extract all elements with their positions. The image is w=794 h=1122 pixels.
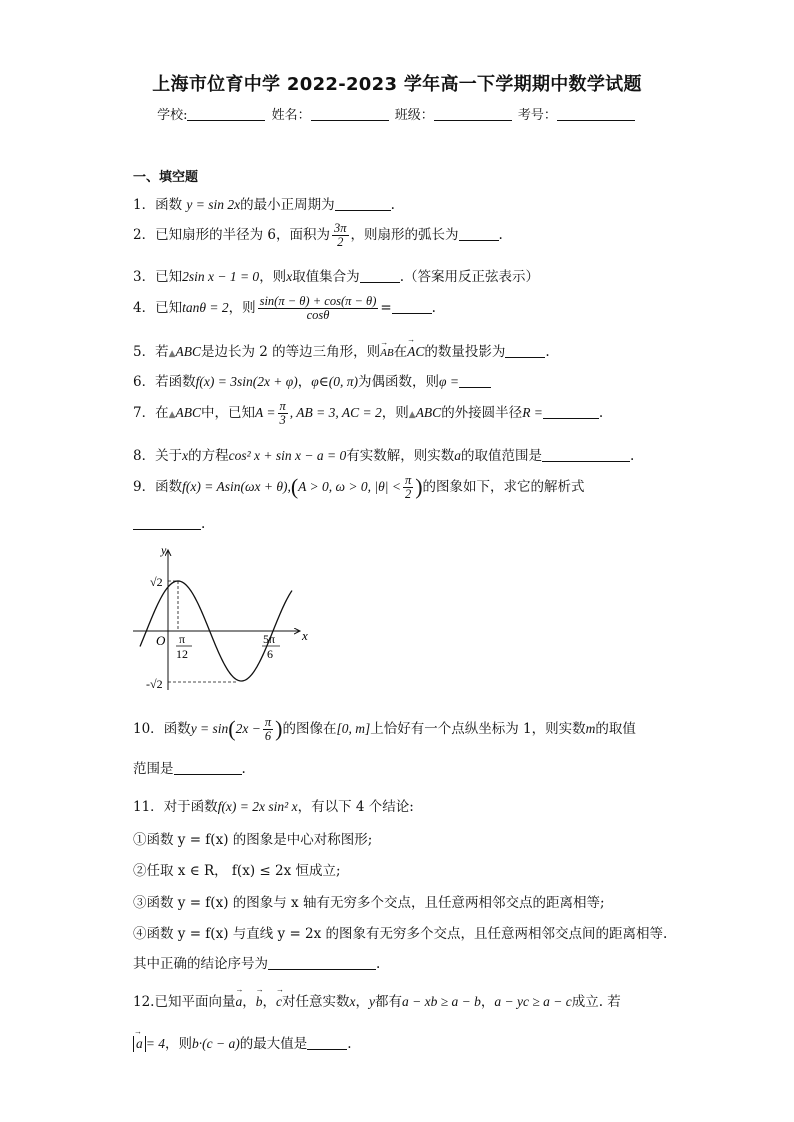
question-6 bbox=[133, 370, 491, 390]
question-text: 对任意实数 bbox=[281, 994, 350, 1010]
question-text: 在 bbox=[155, 405, 169, 421]
fraction bbox=[263, 716, 273, 743]
question-text: 的取值 bbox=[595, 721, 636, 737]
question-text: 的方程 bbox=[188, 448, 229, 464]
school-label: 学校: bbox=[157, 108, 188, 123]
statement-2: ②任取 x ∈ R， f(x) ≤ 2x 恒成立; bbox=[133, 863, 341, 879]
class-blank[interactable] bbox=[434, 108, 512, 121]
question-text: 的外接圆半径 bbox=[441, 405, 523, 421]
class-label: 班级： bbox=[394, 108, 434, 123]
question-text: . bbox=[498, 227, 503, 243]
name-label: 姓名： bbox=[271, 108, 311, 123]
formula: f(x) = 2x sin² x bbox=[217, 799, 298, 814]
triangle-icon: ▲ bbox=[168, 349, 176, 359]
question-text: ，则 bbox=[259, 269, 287, 285]
question-number: 7． bbox=[133, 405, 156, 421]
x-axis-label: x bbox=[302, 628, 308, 643]
question-text: 已知扇形的半径为 6，面积为 bbox=[155, 227, 330, 243]
question-text: ，则 bbox=[381, 405, 409, 421]
sine-graph bbox=[128, 542, 318, 698]
question-text: 若 bbox=[155, 344, 169, 360]
answer-blank[interactable] bbox=[459, 375, 491, 388]
school-blank[interactable] bbox=[187, 108, 265, 121]
question-text: . bbox=[598, 405, 604, 421]
question-7 bbox=[133, 400, 603, 427]
question-text: . bbox=[241, 761, 246, 777]
formula: , AB = 3, AC = 2 bbox=[289, 405, 382, 420]
question-text: ，有以下 4 个结论: bbox=[297, 799, 414, 815]
formula: cos² x + sin x − a = 0 bbox=[228, 448, 347, 463]
question-2 bbox=[133, 222, 503, 249]
formula: f(x) = 3sin(2x + φ) bbox=[195, 374, 298, 389]
question-number: 2． bbox=[133, 227, 156, 243]
numerator: sin(π − θ) + cos(π − θ) bbox=[259, 294, 377, 308]
question-11-answer-line bbox=[133, 952, 380, 972]
question-8 bbox=[133, 444, 634, 464]
question-4 bbox=[133, 295, 436, 322]
formula: R = bbox=[522, 405, 543, 420]
question-9-answer-line bbox=[133, 516, 205, 532]
question-text: 取值集合为 bbox=[292, 269, 360, 285]
question-text: ，则 bbox=[228, 300, 256, 316]
formula: y = sin bbox=[190, 721, 229, 736]
vector-ab: → AB bbox=[380, 347, 393, 359]
answer-blank[interactable] bbox=[307, 1037, 347, 1050]
question-text: 成立. 若 bbox=[571, 994, 621, 1010]
formula: φ∈(0, π) bbox=[311, 374, 358, 389]
question-text: 已知 bbox=[155, 300, 183, 316]
question-text: 对于函数 bbox=[163, 799, 218, 815]
question-text: 的图像在 bbox=[282, 721, 337, 737]
answer-blank[interactable] bbox=[268, 957, 376, 970]
question-9 bbox=[133, 474, 585, 501]
formula: 2sin x − 1 = 0 bbox=[182, 269, 260, 284]
statement-1: ①函数 y = f(x) 的图象是中心对称图形; bbox=[133, 832, 373, 848]
question-number: 9． bbox=[133, 479, 156, 495]
question-12: 12.已知平面向量→ a，→ b，→ c对任意实数x，y都有a − xb ≥ a − b，a − yc ≥ a − c成立. 若 bbox=[133, 990, 621, 1010]
right-paren: ) bbox=[415, 474, 423, 499]
name-blank[interactable] bbox=[311, 108, 389, 121]
variable: m bbox=[585, 721, 596, 736]
question-text: . bbox=[545, 344, 550, 360]
fraction bbox=[403, 474, 413, 501]
question-text: 函数 bbox=[163, 721, 191, 737]
question-5 bbox=[133, 340, 550, 360]
fraction bbox=[258, 295, 379, 322]
question-text: 都有 bbox=[374, 994, 402, 1010]
question-number: 10． bbox=[133, 721, 164, 737]
denominator: 3 bbox=[279, 413, 286, 427]
formula: f(x) = Asin(ωx + θ), bbox=[182, 479, 291, 494]
question-text: .（答案用反正弦表示） bbox=[399, 269, 539, 285]
question-text: . bbox=[347, 1036, 352, 1052]
question-text: 关于 bbox=[155, 448, 183, 464]
question-number: 4． bbox=[133, 300, 156, 316]
vector-c: → c bbox=[276, 994, 282, 1010]
formula: = 4 bbox=[145, 1036, 165, 1051]
question-text: ，则扇形的弧长为 bbox=[350, 227, 459, 243]
variable: a bbox=[454, 448, 461, 463]
question-text: 已知平面向量 bbox=[154, 994, 236, 1010]
question-text: 若函数 bbox=[155, 374, 196, 390]
question-number: 5． bbox=[133, 344, 156, 360]
numerator: 3π bbox=[333, 221, 347, 235]
question-text: 的取值范围是 bbox=[460, 448, 542, 464]
y-axis-label: y bbox=[161, 543, 167, 557]
answer-blank[interactable] bbox=[505, 345, 545, 358]
x1-denominator: 12 bbox=[176, 647, 188, 661]
question-1 bbox=[133, 193, 395, 213]
question-10-line-2 bbox=[133, 757, 246, 777]
statement-4: ④函数 y = f(x) 与直线 y = 2x 的图象有无穷多个交点，且任意两相邻交点间的距离相等. bbox=[133, 926, 668, 942]
question-text: 上恰好有一个点纵坐标为 1，则实数 bbox=[370, 721, 586, 737]
question-3 bbox=[133, 265, 539, 285]
formula: b·(c − a) bbox=[192, 1036, 240, 1051]
left-paren: ( bbox=[290, 474, 299, 499]
number-blank[interactable] bbox=[557, 108, 635, 121]
question-12-line-2 bbox=[133, 1032, 352, 1052]
answer-blank[interactable] bbox=[392, 301, 432, 314]
question-text: 中，已知 bbox=[201, 405, 256, 421]
vector-ac: → AC bbox=[407, 344, 424, 360]
triangle-name: ABC bbox=[175, 344, 202, 359]
answer-blank[interactable] bbox=[174, 762, 242, 775]
triangle-icon: ▲ bbox=[168, 410, 176, 420]
inequality-1: a − xb ≥ a − b bbox=[401, 994, 481, 1009]
numerator: π bbox=[279, 399, 286, 413]
answer-blank[interactable] bbox=[543, 406, 599, 419]
formula: y = sin 2x bbox=[186, 197, 241, 212]
answer-blank[interactable] bbox=[360, 270, 400, 283]
question-number: 8． bbox=[133, 448, 156, 464]
question-text: 在 bbox=[393, 344, 408, 360]
question-text: . bbox=[629, 448, 635, 464]
formula: 2x − bbox=[235, 721, 261, 736]
y-min-label: -√2 bbox=[146, 677, 163, 691]
denominator: 6 bbox=[264, 729, 272, 743]
question-text: 有实数解，则实数 bbox=[346, 448, 455, 464]
question-text: 其中正确的结论序号为 bbox=[133, 956, 268, 972]
variable: x bbox=[349, 994, 356, 1009]
question-number: 3． bbox=[133, 269, 156, 285]
exam-title: 上海市位育中学 2022-2023 学年高一下学期期中数学试题 bbox=[152, 74, 642, 95]
equals-sign: = bbox=[380, 300, 392, 316]
variable: x bbox=[286, 269, 293, 284]
formula: A > 0, ω > 0, |θ| < bbox=[298, 479, 401, 494]
question-text: 函数 bbox=[155, 479, 183, 495]
number-label: 考号： bbox=[517, 108, 557, 123]
triangle-icon: ▲ bbox=[408, 410, 416, 420]
question-number: 6． bbox=[133, 374, 156, 390]
vector-b: → b bbox=[256, 994, 263, 1010]
question-text: 是边长为 2 的等边三角形，则 bbox=[201, 344, 381, 360]
denominator: 2 bbox=[337, 235, 344, 249]
question-number: 12. bbox=[133, 994, 155, 1010]
triangle-name: ABC bbox=[175, 405, 202, 420]
y-max-label: √2 bbox=[150, 575, 163, 589]
question-text: 为偶函数，则 bbox=[357, 374, 439, 390]
question-text: 的图象如下，求它的解析式 bbox=[422, 479, 585, 495]
question-number: 11． bbox=[133, 799, 164, 815]
question-11 bbox=[133, 795, 414, 815]
x2-denominator: 6 bbox=[267, 647, 273, 661]
question-text: ， bbox=[297, 374, 312, 390]
statement-3: ③函数 y = f(x) 的图象与 x 轴有无穷多个交点，且任意两相邻交点的距离相等; bbox=[133, 895, 605, 911]
variable: y bbox=[368, 994, 375, 1009]
question-text: 已知 bbox=[155, 269, 183, 285]
question-number: 1． bbox=[133, 197, 156, 213]
formula: tanθ = 2 bbox=[182, 300, 229, 315]
question-text: 的最小正周期为 bbox=[240, 197, 335, 213]
denominator: 2 bbox=[404, 487, 412, 501]
x2-numerator: 5π bbox=[263, 632, 276, 646]
inequality-2: a − yc ≥ a − c bbox=[494, 994, 572, 1009]
fraction bbox=[278, 400, 288, 427]
question-text: . bbox=[431, 300, 436, 316]
question-text: 的数量投影为 bbox=[424, 344, 506, 360]
numerator: π bbox=[264, 715, 272, 729]
vector-a: → a bbox=[235, 994, 242, 1010]
question-text: 函数 bbox=[155, 197, 183, 213]
question-text: 的最大值是 bbox=[239, 1036, 308, 1052]
numerator: π bbox=[404, 473, 412, 487]
variable: x bbox=[182, 448, 189, 463]
student-info-line bbox=[0, 104, 794, 123]
formula: φ = bbox=[438, 374, 459, 389]
denominator: cosθ bbox=[306, 308, 330, 322]
fraction bbox=[332, 222, 349, 249]
answer-blank[interactable] bbox=[335, 198, 391, 211]
question-text: ，则 bbox=[165, 1036, 192, 1052]
question-10 bbox=[133, 716, 636, 743]
origin-label: O bbox=[156, 633, 166, 648]
question-text: . bbox=[201, 516, 206, 532]
answer-blank[interactable] bbox=[542, 449, 630, 462]
right-paren: ) bbox=[275, 716, 283, 741]
answer-blank[interactable] bbox=[459, 228, 499, 241]
left-paren: ( bbox=[228, 716, 236, 741]
question-text: . bbox=[390, 197, 395, 213]
vector-a-norm: → a bbox=[133, 1036, 146, 1052]
question-text: 范围是 bbox=[133, 761, 174, 777]
answer-blank[interactable] bbox=[133, 517, 201, 530]
formula: [0, m] bbox=[336, 721, 371, 736]
x1-numerator: π bbox=[179, 632, 186, 646]
formula: A = bbox=[255, 405, 276, 420]
section-title: 一、填空题 bbox=[133, 170, 199, 185]
question-text: . bbox=[376, 956, 381, 972]
triangle-name: ABC bbox=[415, 405, 442, 420]
